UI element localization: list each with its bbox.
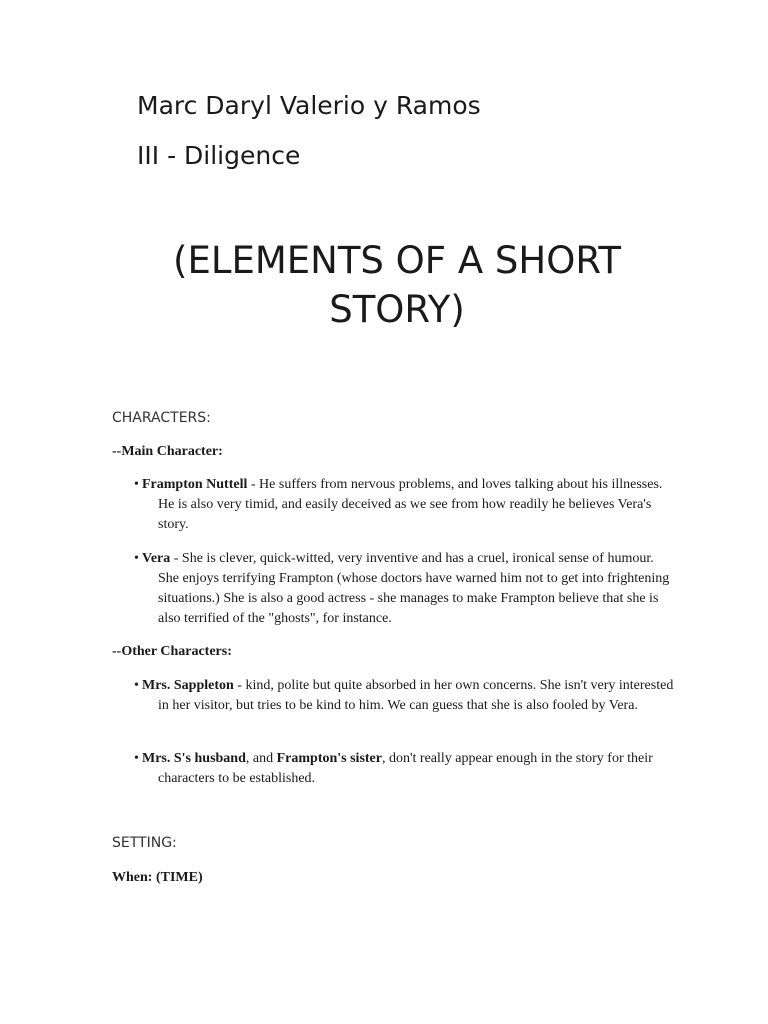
character-entry-mrs-sappleton (134, 676, 674, 716)
author-name: Marc Daryl Valerio y Ramos (137, 91, 481, 120)
class-section: III - Diligence (137, 141, 301, 170)
character-entry-frampton (134, 475, 674, 535)
bullet-icon: • (134, 551, 139, 566)
main-character-label: --Main Character: (112, 444, 223, 459)
bullet-icon: • (134, 751, 139, 766)
setting-heading: SETTING: (112, 835, 177, 851)
character-description: - She is clever, quick-witted, very inventive and has a cruel, ironical sense of humour. She enjoys terrifying Frampton (whose doctors have warned him not to get into frightening situations.) She is also a good actress - she manages to make Frampton believe that she is also terrified of the "ghosts", for instance. (158, 551, 670, 626)
setting-when-label: When: (TIME) (112, 870, 203, 885)
character-description: , don't really appear enough in the story for their characters to be established. (158, 751, 653, 786)
bullet-icon: • (134, 477, 139, 492)
bullet-icon: • (134, 678, 139, 693)
character-name: Mrs. S's husband (142, 751, 246, 766)
document-title: (ELEMENTS OF A SHORT STORY) (173, 239, 621, 331)
character-name: Vera (142, 551, 171, 566)
characters-heading: CHARACTERS: (112, 410, 211, 426)
character-connector: , and (245, 751, 277, 766)
character-name: Frampton Nuttell (142, 477, 248, 492)
other-characters-label: --Other Characters: (112, 644, 232, 659)
character-description: - kind, polite but quite absorbed in her own concerns. She isn't very interested in her visitor, but tries to be kind to him. We can guess that she is also fooled by Vera. (158, 678, 674, 713)
character-name-2: Frampton's sister (276, 751, 382, 766)
character-name: Mrs. Sappleton (142, 678, 234, 693)
character-description: - He suffers from nervous problems, and loves talking about his illnesses. He is also very timid, and easily deceived as we see from how readily he believes Vera's story. (158, 477, 663, 532)
character-entry-minor (134, 749, 674, 789)
character-entry-vera (134, 549, 674, 629)
